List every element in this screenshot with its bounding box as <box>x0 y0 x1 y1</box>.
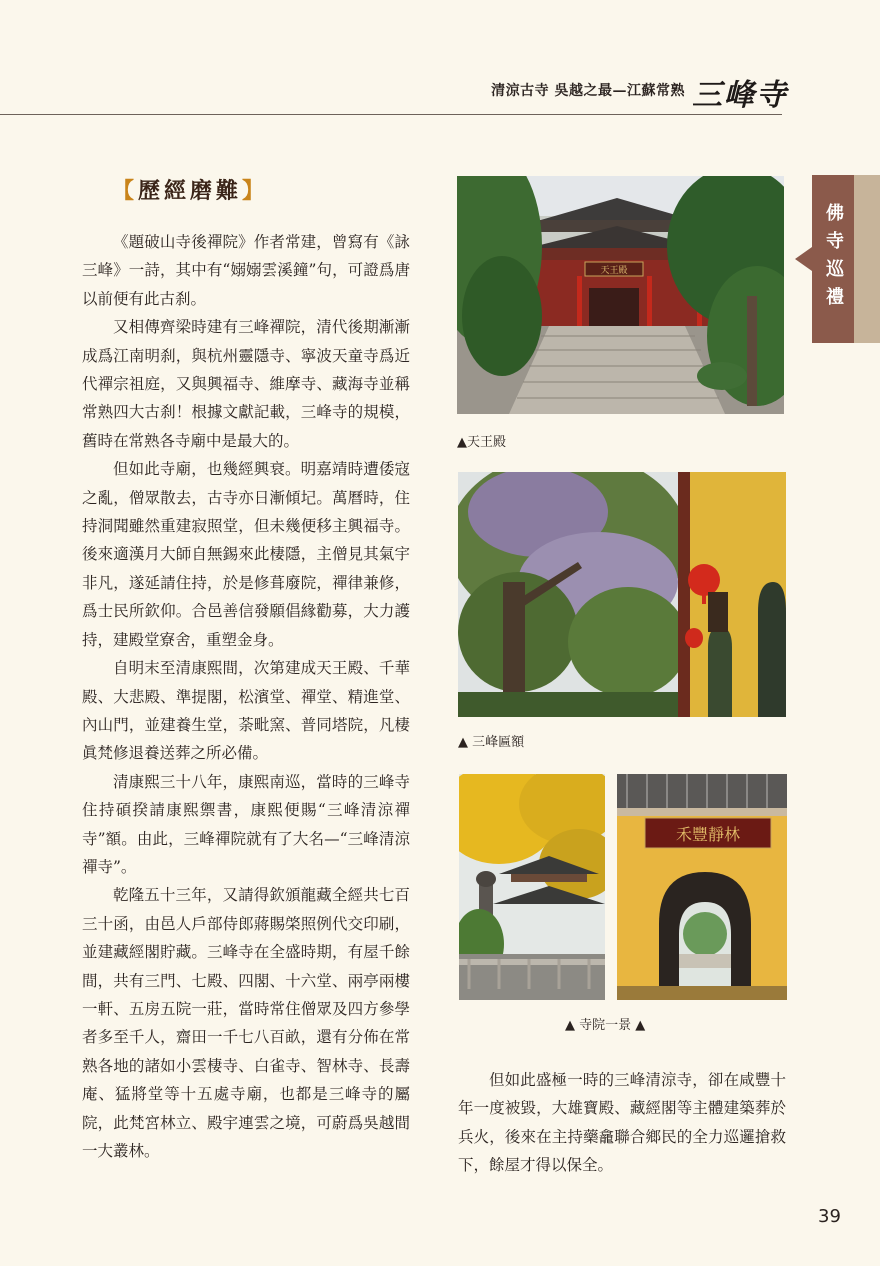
right-column <box>458 1066 786 1180</box>
photo-temple-scene-moongate <box>617 774 787 1000</box>
left-column <box>82 228 410 1165</box>
paragraph: 乾隆五十三年，又請得欽頒龍藏全經共七百三十函，由邑人戶部侍郎蔣賜棨照例代交印刷，並建藏經閣貯藏。三峰寺在全盛時期，有屋千餘間，共有三門、七殿、四閣、十六堂、兩亭兩樓一軒、五房五院一莊，當時常住僧眾及四方參學者多至千人，齋田一千七八百畝，還有分佈在常熟各地的諸如小雲棲寺、白雀寺、智林寺、長壽庵、猛將堂等十五處寺廟，也都是三峰寺的屬院，此梵宮林立、殿宇連雲之境，可蔚爲吳越間一大叢林。 <box>82 886 410 1160</box>
side-tab-band <box>854 175 880 343</box>
paragraph: 《題破山寺後禪院》作者常建，曾寫有《詠三峰》一詩，其中有“嫋嫋雲溪鐘”句，可證爲唐以前便有此古刹。 <box>82 233 410 308</box>
title-bracket-close: 】 <box>242 178 269 204</box>
caption-sanfeng-plaque: ▲ 三峰匾額 <box>458 735 525 750</box>
section-title <box>112 174 268 205</box>
side-tab-notch <box>795 247 812 271</box>
running-header-title: 清涼古寺 吳越之最—江蘇常熟 <box>491 83 685 99</box>
section-title-text: 歷經磨難 <box>138 178 243 204</box>
hall-plaque-text: 天王殿 <box>600 266 628 276</box>
moongate-plaque-text: 禾豐靜林 <box>675 825 741 844</box>
caption-temple-scene: ▲ 寺院一景 ▲ <box>565 1018 646 1033</box>
photo-tianwang-hall <box>457 176 784 414</box>
paragraph: 但如此盛極一時的三峰清涼寺，卻在咸豐十年一度被毀，大雄寶殿、藏經閣等主體建築葬於兵火，後來在主持藥龕聯合鄉民的全力巡邏搶救下，餘屋才得以保全。 <box>458 1071 786 1175</box>
header-logo: 三峰寺 <box>692 78 788 113</box>
title-bracket-open: 【 <box>112 178 139 204</box>
paragraph: 自明末至清康熙間，次第建成天王殿、千華殿、大悲殿、準提閣，松濱堂、禪堂、精進堂、內山門，並建養生堂，荼毗窯、普同塔院，凡棲眞梵修退養送葬之所必備。 <box>82 659 410 763</box>
paragraph: 又相傳齊梁時建有三峰禪院，清代後期漸漸成爲江南明刹，與杭州靈隱寺、寧波天童寺爲近代禪宗祖庭，又與興福寺、維摩寺、藏海寺並稱常熟四大古刹！根據文獻記載，三峰寺的規模，舊時在常熟各寺廟中是最大的。 <box>82 318 410 450</box>
paragraph: 但如此寺廟，也幾經興衰。明嘉靖時遭倭寇之亂，僧眾散去，古寺亦日漸傾圮。萬曆時，住持洞聞雖然重建寂照堂，但未幾便移主興福寺。後來適漢月大師自無錫來此棲隱，主僧見其氣宇非凡，遂延請住持，於是修葺廢院，禪律兼修，爲士民所欽仰。合邑善信發願倡緣勸募，大力護持，建殿堂寮舍，重塑金身。 <box>82 460 410 649</box>
side-tab: 佛寺巡禮 <box>812 175 854 343</box>
page-number: 39 <box>818 1206 841 1227</box>
caption-tianwang-hall: ▲天王殿 <box>457 435 506 450</box>
photo-temple-scene-ginkgo <box>459 774 605 1000</box>
header-rule <box>0 114 782 115</box>
photo-sanfeng-plaque <box>458 472 786 717</box>
paragraph: 清康熙三十八年，康熙南巡，當時的三峰寺住持碩揆請康熙禦書，康熙便賜“三峰清涼禪寺”額。由此，三峰禪院就有了大名—“三峰清涼禪寺”。 <box>82 772 410 876</box>
